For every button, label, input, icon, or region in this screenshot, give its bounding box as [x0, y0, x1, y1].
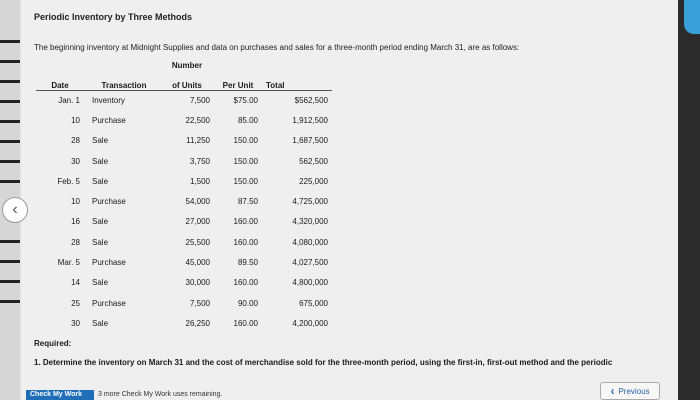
price-cell: $75.00: [214, 90, 262, 110]
table-row: [36, 232, 332, 252]
previous-label: Previous: [618, 386, 650, 396]
total-cell: 1,687,500: [292, 136, 328, 146]
total-header: Total: [262, 70, 332, 90]
edge-stripe: [0, 120, 20, 123]
transaction-cell: Sale: [92, 156, 109, 166]
price-cell: 150.00: [233, 176, 258, 186]
transaction-cell: Inventory: [88, 90, 160, 110]
side-tab: [684, 0, 700, 34]
units-header: of Units: [160, 70, 214, 90]
total-cell: 4,027,500: [292, 258, 328, 268]
check-my-work-button[interactable]: Check My Work: [26, 390, 94, 400]
price-cell: 160.00: [233, 217, 258, 227]
date-cell: Jan. 1: [36, 90, 88, 110]
price-cell: 160.00: [233, 318, 258, 328]
total-cell: 4,320,000: [292, 217, 328, 227]
edge-stripe: [0, 80, 20, 83]
table-row: [36, 273, 332, 293]
price-cell: 150.00: [233, 156, 258, 166]
date-cell: 28: [71, 136, 80, 146]
edge-stripe: [0, 60, 20, 63]
transaction-header: Transaction: [88, 70, 160, 90]
units-cell: 3,750: [189, 156, 210, 166]
required-label: Required:: [34, 339, 72, 348]
table-header-row: [36, 58, 332, 70]
table-row: [36, 191, 332, 211]
units-cell: 54,000: [185, 197, 210, 207]
transaction-cell: Purchase: [92, 298, 126, 308]
problem-panel: [22, 0, 678, 400]
units-cell: 25,500: [185, 237, 210, 247]
table-header-row: [36, 70, 332, 90]
table-row: [36, 110, 332, 130]
transaction-cell: Purchase: [92, 115, 126, 125]
remaining-uses-text: 3 more Check My Work uses remaining.: [98, 391, 223, 398]
previous-button[interactable]: [600, 382, 660, 400]
total-cell: 1,912,500: [292, 115, 328, 125]
date-cell: 10: [71, 197, 80, 207]
date-cell: 10: [71, 115, 80, 125]
inventory-table: [36, 58, 332, 334]
table-row: [36, 252, 332, 272]
units-header-top: Number: [171, 61, 203, 70]
edge-stripe: [0, 180, 20, 183]
transaction-cell: Sale: [92, 217, 109, 227]
total-cell: 675,000: [299, 298, 328, 308]
units-cell: 7,500: [189, 298, 210, 308]
edge-stripe: [0, 40, 20, 43]
back-nav-button[interactable]: [2, 197, 28, 223]
price-header: Per Unit: [214, 70, 262, 90]
transaction-cell: Sale: [92, 176, 109, 186]
units-cell: 26,250: [185, 318, 210, 328]
edge-stripe: [0, 280, 20, 283]
table-row: [36, 90, 332, 110]
problem-intro: The beginning inventory at Midnight Supplies and data on purchases and sales for a three-month period ending March 31, are as follows:: [34, 43, 520, 52]
date-cell: 16: [71, 217, 80, 227]
total-cell: 4,800,000: [292, 278, 328, 288]
units-cell: 7,500: [160, 90, 214, 110]
table-row: [36, 212, 332, 232]
table-row: [36, 131, 332, 151]
page-title: Periodic Inventory by Three Methods: [34, 12, 193, 22]
table-row: [36, 171, 332, 191]
price-cell: 90.00: [237, 298, 258, 308]
chevron-left-icon: ‹: [610, 384, 615, 398]
question-1: 1. Determine the inventory on March 31 and the cost of merchandise sold for the three-month period, using the first-in, first-out method and the periodic: [34, 358, 613, 367]
date-cell: 30: [71, 318, 80, 328]
price-cell: 89.50: [237, 258, 258, 268]
edge-stripe: [0, 140, 20, 143]
price-cell: 160.00: [233, 237, 258, 247]
units-cell: 11,250: [186, 136, 210, 146]
date-cell: 25: [71, 298, 80, 308]
total-cell: $562,500: [262, 90, 332, 110]
edge-stripe: [0, 160, 20, 163]
units-cell: 30,000: [185, 278, 210, 288]
units-cell: 1,500: [189, 176, 210, 186]
transaction-cell: Purchase: [92, 197, 126, 207]
total-cell: 562,500: [299, 156, 328, 166]
total-cell: 4,200,000: [292, 318, 328, 328]
transaction-cell: Sale: [92, 318, 109, 328]
units-cell: 27,000: [185, 217, 210, 227]
price-cell: 160.00: [233, 278, 258, 288]
transaction-cell: Sale: [92, 136, 109, 146]
date-cell: 30: [71, 156, 80, 166]
transaction-cell: Purchase: [92, 258, 126, 268]
date-cell: 28: [71, 237, 80, 247]
transaction-cell: Sale: [92, 237, 109, 247]
edge-stripe: [0, 100, 20, 103]
price-cell: 85.00: [237, 115, 258, 125]
units-cell: 45,000: [185, 258, 210, 268]
date-cell: Feb. 5: [57, 176, 80, 186]
edge-stripe: [0, 260, 20, 263]
price-cell: 87.50: [237, 197, 258, 207]
transaction-cell: Sale: [92, 278, 109, 288]
table-row: [36, 151, 332, 171]
right-edge-strip: [678, 0, 700, 400]
table-row: [36, 293, 332, 313]
total-cell: 4,080,000: [292, 237, 328, 247]
table-row: [36, 313, 332, 333]
total-cell: 225,000: [299, 176, 328, 186]
price-cell: 150.00: [233, 136, 258, 146]
footer-bar: [22, 386, 678, 400]
date-cell: 14: [71, 278, 80, 288]
edge-stripe: [0, 300, 20, 303]
total-cell: 4,725,000: [292, 197, 328, 207]
date-header: Date: [36, 70, 88, 90]
units-cell: 22,500: [185, 115, 210, 125]
edge-stripe: [0, 240, 20, 243]
date-cell: Mar. 5: [57, 258, 80, 268]
chevron-left-icon: ‹: [12, 201, 18, 218]
